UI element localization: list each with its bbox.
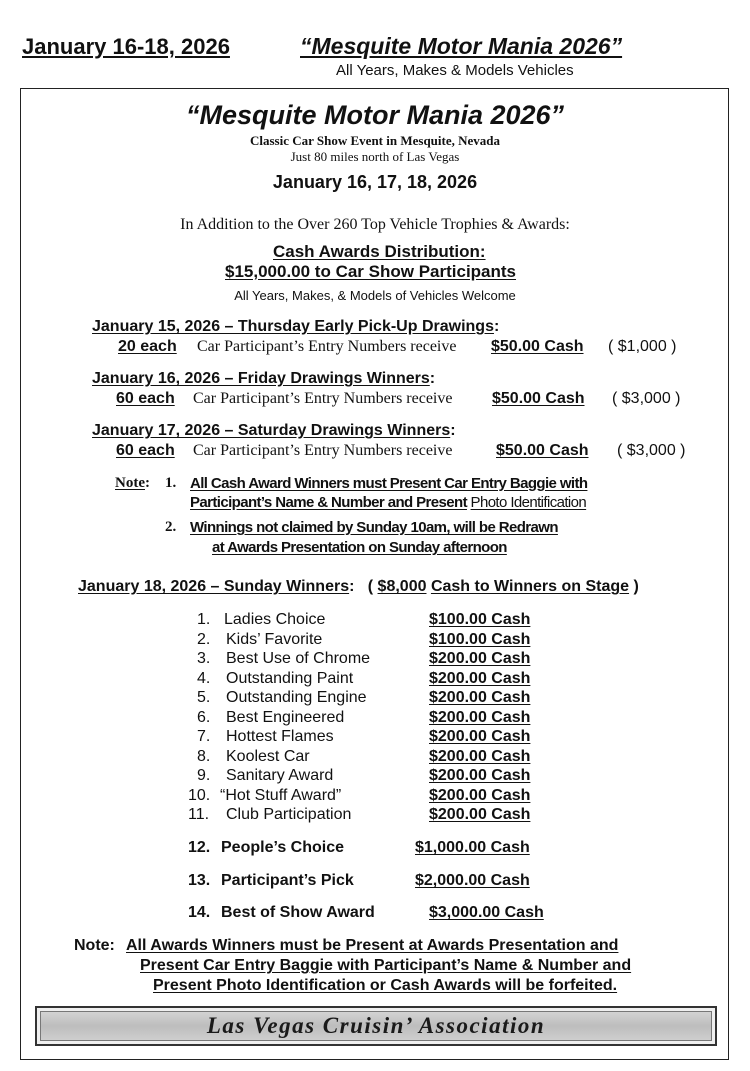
award-amount: $200.00 Cash xyxy=(429,806,531,823)
sunday-amount-label: Cash to Winners on Stage xyxy=(430,578,630,595)
footer-banner xyxy=(35,1006,717,1046)
award-number: 14. xyxy=(188,904,211,921)
award-name: Best Use of Chrome xyxy=(226,650,371,667)
drawing-heading xyxy=(92,422,456,440)
final-note-label: Note: xyxy=(74,937,115,954)
award-name: Hottest Flames xyxy=(226,728,334,745)
drawing-heading-text: January 17, 2026 – Saturday Drawings Winners xyxy=(92,422,451,439)
drawing-heading xyxy=(92,318,499,336)
award-number: 3. xyxy=(197,650,211,667)
note-2-line-1: Winnings not claimed by Sunday 10am, will be Redrawn xyxy=(190,519,558,536)
note-1-line-1: All Cash Award Winners must Present Car Entry Baggie with xyxy=(190,475,588,492)
drawing-desc: Car Participant’s Entry Numbers receive xyxy=(193,390,453,407)
main-tagline: Classic Car Show Event in Mesquite, Nevada xyxy=(249,133,501,148)
award-number: 8. xyxy=(197,748,211,765)
award-amount: $2,000.00 Cash xyxy=(415,872,530,889)
note-label-colon: : xyxy=(145,475,150,491)
drawing-count: 20 each xyxy=(118,338,177,355)
award-amount: $200.00 Cash xyxy=(429,767,531,784)
final-note-line-3: Present Photo Identification or Cash Awards will be forfeited. xyxy=(153,977,618,994)
award-amount: $100.00 Cash xyxy=(429,611,531,628)
header-title: “Mesquite Motor Mania 2026” xyxy=(300,33,623,59)
drawing-heading-colon: : xyxy=(493,318,500,335)
header-dates: January 16-18, 2026 xyxy=(22,34,230,59)
main-intro: In Addition to the Over 260 Top Vehicle Trophies & Awards: xyxy=(180,216,570,233)
drawing-amount: $50.00 Cash xyxy=(496,442,589,459)
award-name: Best of Show Award xyxy=(221,904,375,921)
award-name: “Hot Stuff Award” xyxy=(220,787,342,804)
drawing-count: 60 each xyxy=(116,390,175,407)
award-name: Sanitary Award xyxy=(226,767,334,784)
award-name: Participant’s Pick xyxy=(221,872,354,889)
drawing-count: 60 each xyxy=(116,442,175,459)
final-note-line-2: Present Car Entry Baggie with Participant’s Name & Number and xyxy=(140,957,632,974)
drawing-total: ( $3,000 ) xyxy=(612,390,681,407)
award-amount: $3,000.00 Cash xyxy=(429,904,544,921)
award-name: Kids’ Favorite xyxy=(226,631,323,648)
final-note-line-1: All Awards Winners must be Present at Awards Presentation and xyxy=(126,937,619,954)
note-number: 2. xyxy=(165,519,177,535)
award-name: People’s Choice xyxy=(221,839,344,856)
award-name: Outstanding Engine xyxy=(226,689,367,706)
award-amount: $200.00 Cash xyxy=(429,650,531,667)
sunday-heading-colon: : xyxy=(349,578,355,595)
note-1-line-2a: Participant’s Name & Number and Present xyxy=(190,494,467,511)
award-name: Outstanding Paint xyxy=(226,670,354,687)
drawing-amount: $50.00 Cash xyxy=(492,390,585,407)
drawing-heading-text: January 15, 2026 – Thursday Early Pick-Up Drawings xyxy=(92,318,494,335)
note-1-line-2 xyxy=(190,494,586,511)
award-amount: $200.00 Cash xyxy=(429,748,531,765)
award-amount: $200.00 Cash xyxy=(429,670,531,687)
main-title: “Mesquite Motor Mania 2026” xyxy=(185,100,565,130)
award-name: Ladies Choice xyxy=(224,611,326,628)
award-name: Club Participation xyxy=(226,806,352,823)
sunday-paren-open: ( xyxy=(367,578,374,595)
drawing-total: ( $3,000 ) xyxy=(617,442,686,459)
award-name: Koolest Car xyxy=(226,748,310,765)
main-dates: January 16, 17, 18, 2026 xyxy=(272,172,478,192)
note-label-text: Note xyxy=(115,475,145,491)
award-number: 1. xyxy=(197,611,211,628)
welcome-text: All Years, Makes, & Models of Vehicles Welcome xyxy=(234,288,516,303)
note-number: 1. xyxy=(165,475,177,491)
drawing-total: ( $1,000 ) xyxy=(608,338,677,355)
award-name: Best Engineered xyxy=(226,709,345,726)
sunday-paren-close: ) xyxy=(633,578,639,595)
award-number: 4. xyxy=(197,670,211,687)
drawing-heading-text: January 16, 2026 – Friday Drawings Winners xyxy=(92,370,430,387)
sunday-heading-text: January 18, 2026 – Sunday Winners xyxy=(78,578,350,595)
sunday-amount: $8,000 xyxy=(377,578,427,595)
award-number: 9. xyxy=(197,767,211,784)
award-amount: $100.00 Cash xyxy=(429,631,531,648)
cash-total: $15,000.00 to Car Show Participants xyxy=(225,262,517,281)
note-2-line-2: at Awards Presentation on Sunday afternoon xyxy=(212,539,507,556)
award-amount: $200.00 Cash xyxy=(429,728,531,745)
award-number: 12. xyxy=(188,839,211,856)
award-number: 10. xyxy=(188,787,211,804)
award-number: 2. xyxy=(197,631,211,648)
note-label xyxy=(115,475,150,492)
award-number: 7. xyxy=(197,728,211,745)
award-number: 11. xyxy=(188,806,210,823)
award-amount: $200.00 Cash xyxy=(429,787,531,804)
drawing-desc: Car Participant’s Entry Numbers receive xyxy=(193,442,453,459)
award-amount: $200.00 Cash xyxy=(429,689,531,706)
award-number: 5. xyxy=(197,689,211,706)
drawing-heading-colon: : xyxy=(429,370,436,387)
drawing-heading xyxy=(92,370,435,388)
header-subtitle: All Years, Makes & Models Vehicles xyxy=(336,62,574,79)
organization-name: Las Vegas Cruisin’ Association xyxy=(206,1013,546,1038)
note-1-line-2b: Photo Identification xyxy=(470,494,587,511)
award-amount: $200.00 Cash xyxy=(429,709,531,726)
sunday-heading xyxy=(78,578,639,596)
main-location: Just 80 miles north of Las Vegas xyxy=(290,149,460,164)
drawing-desc: Car Participant’s Entry Numbers receive xyxy=(197,338,457,355)
award-number: 13. xyxy=(188,872,211,889)
drawing-amount: $50.00 Cash xyxy=(491,338,584,355)
drawing-heading-colon: : xyxy=(450,422,456,439)
award-number: 6. xyxy=(197,709,211,726)
cash-heading: Cash Awards Distribution: xyxy=(273,242,486,261)
award-amount: $1,000.00 Cash xyxy=(415,839,530,856)
